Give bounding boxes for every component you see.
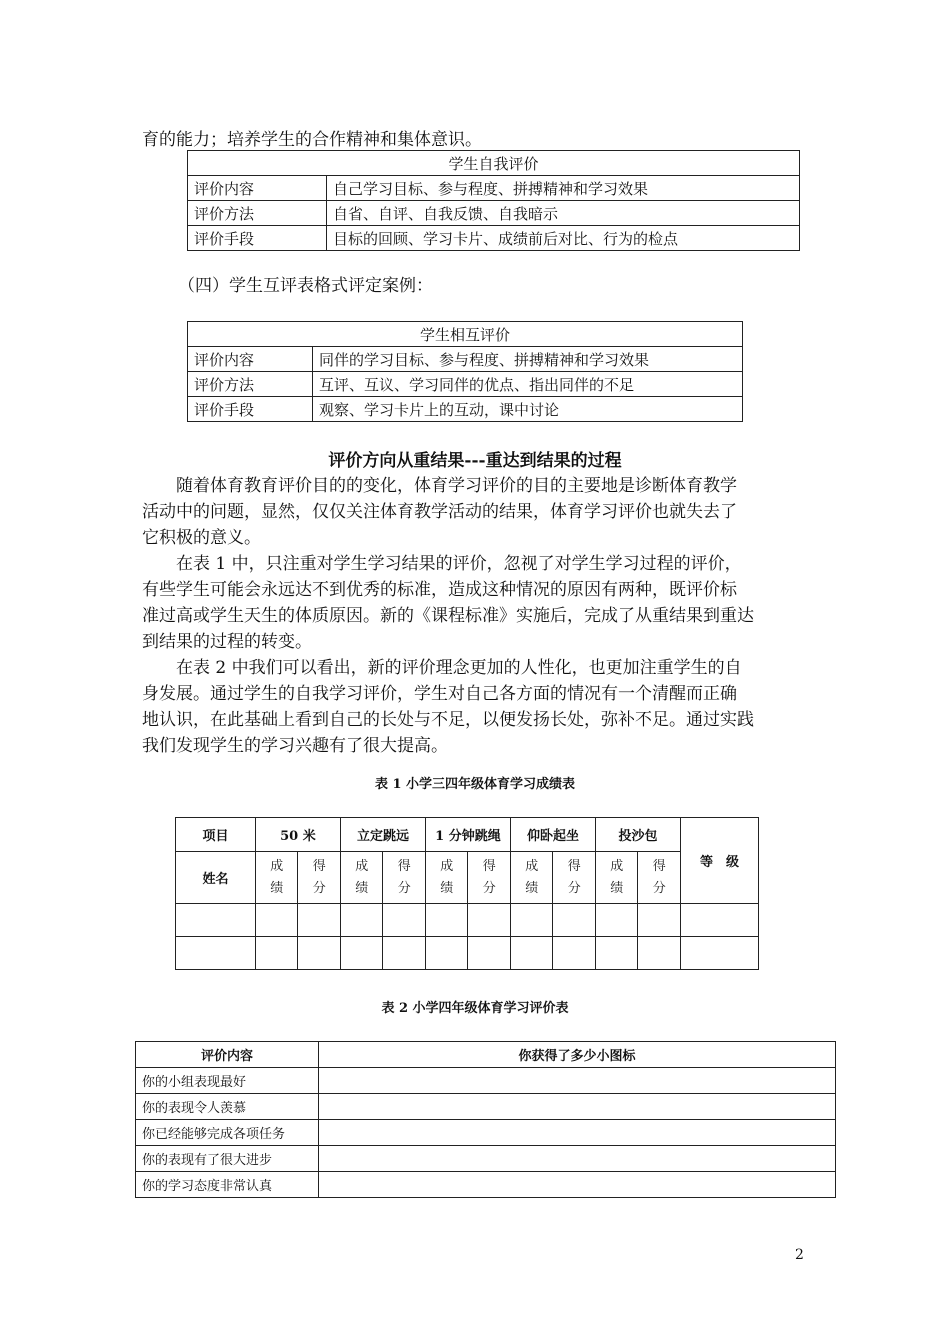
sub-char: 绩: [440, 880, 454, 896]
self-eval-row-label: 评价内容: [188, 176, 327, 201]
peer-eval-row-value: 互评、互议、学习同伴的优点、指出同伴的不足: [313, 372, 743, 397]
score-table: [175, 817, 759, 970]
table-row: [136, 1094, 836, 1120]
event-header: 50 米: [255, 818, 340, 852]
peer-eval-row-value: 同伴的学习目标、参与程度、拼搏精神和学习效果: [313, 347, 743, 372]
section-heading: 评价方向从重结果---重达到结果的过程: [328, 451, 622, 471]
event-header: 1 分钟跳绳: [425, 818, 510, 852]
section-four-heading: （四）学生互评表格式评定案例：: [178, 276, 433, 296]
text-line: 我们发现学生的学习兴趣有了很大提高。: [142, 736, 448, 756]
text-line: 地认识，在此基础上看到自己的长处与不足，以便发扬长处，弥补不足。通过实践: [142, 710, 754, 730]
self-eval-table: [187, 150, 800, 251]
sub-char: 绩: [610, 880, 624, 896]
body-text: [142, 473, 822, 759]
table-row: [136, 1172, 836, 1198]
table-row: [136, 1068, 836, 1094]
eval-item: 你的学习态度非常认真: [136, 1172, 319, 1198]
icon-count-cell: [319, 1172, 836, 1198]
self-eval-row-value: 自省、自评、自我反馈、自我暗示: [327, 201, 800, 226]
table-row: [176, 904, 759, 937]
eval-item: 你的表现有了很大进步: [136, 1146, 319, 1172]
table-row: [136, 1146, 836, 1172]
self-eval-row-label: 评价方法: [188, 201, 327, 226]
sub-char: 分: [567, 880, 581, 896]
text-line: 随着体育教育评价目的的变化，体育学习评价的目的主要地是诊断体育教学: [142, 476, 737, 496]
table-row: [176, 937, 759, 970]
grade-label: 等 级: [680, 818, 758, 904]
sub-char: 分: [312, 880, 326, 896]
sub-char: 成: [525, 858, 539, 874]
sub-char: 分: [482, 880, 496, 896]
self-eval-row-value: 目标的回顾、学习卡片、成绩前后对比、行为的检点: [327, 226, 800, 251]
paragraph-2: [142, 551, 822, 655]
event-header: 投沙包: [595, 818, 680, 852]
sub-char: 分: [652, 880, 666, 896]
sub-char: 得: [567, 858, 581, 874]
sub-char: 得: [312, 858, 326, 874]
text-line: 准过高或学生天生的体质原因。新的《课程标准》实施后，完成了从重结果到重达: [142, 606, 754, 626]
paragraph-3: [142, 655, 822, 759]
sub-char: 成: [440, 858, 454, 874]
self-eval-row-value: 自己学习目标、参与程度、拼搏精神和学习效果: [327, 176, 800, 201]
icon-count-cell: [319, 1068, 836, 1094]
eval-item: 你的小组表现最好: [136, 1068, 319, 1094]
icon-count-cell: [319, 1146, 836, 1172]
sub-char: 分: [397, 880, 411, 896]
score-subheader: [595, 852, 638, 904]
sub-char: 得: [397, 858, 411, 874]
sub-char: 成: [270, 858, 284, 874]
event-header: 仰卧起坐: [510, 818, 595, 852]
item-label: 项目: [176, 818, 256, 852]
peer-eval-row-label: 评价内容: [188, 347, 313, 372]
points-subheader: [638, 852, 681, 904]
sub-char: 得: [482, 858, 496, 874]
name-label: 姓名: [176, 852, 256, 904]
score-subheader: [425, 852, 468, 904]
eval-item: 你已经能够完成各项任务: [136, 1120, 319, 1146]
points-subheader: [468, 852, 511, 904]
table-row: [136, 1120, 836, 1146]
text-line: 有些学生可能会永远达不到优秀的标准，造成这种情况的原因有两种，既评价标: [142, 580, 737, 600]
paragraph-1: [142, 473, 822, 551]
peer-eval-row-label: 评价方法: [188, 372, 313, 397]
score-subheader: [255, 852, 298, 904]
icon-count-cell: [319, 1094, 836, 1120]
self-eval-row-label: 评价手段: [188, 226, 327, 251]
peer-eval-row-value: 观察、学习卡片上的互动，课中讨论: [313, 397, 743, 422]
score-subheader: [510, 852, 553, 904]
sub-char: 成: [355, 858, 369, 874]
text-line: 身发展。通过学生的自我学习评价，学生对自己各方面的情况有一个清醒而正确: [142, 684, 737, 704]
sub-char: 得: [652, 858, 666, 874]
event-header: 立定跳远: [340, 818, 425, 852]
peer-eval-title: 学生相互评价: [188, 322, 743, 347]
text-line: 在表 1 中，只注重对学生学习结果的评价，忽视了对学生学习过程的评价，: [142, 554, 742, 574]
points-subheader: [383, 852, 426, 904]
sub-char: 成: [610, 858, 624, 874]
text-line: 到结果的过程的转变。: [142, 632, 312, 652]
icon-count-header: 你获得了多少小图标: [319, 1042, 836, 1068]
top-line: 育的能力；培养学生的合作精神和集体意识。: [142, 130, 482, 150]
sub-char: 绩: [270, 880, 284, 896]
eval-item: 你的表现令人羡慕: [136, 1094, 319, 1120]
score-subheader: [340, 852, 383, 904]
sub-char: 绩: [525, 880, 539, 896]
page-number: 2: [795, 1247, 804, 1263]
peer-eval-table: [187, 321, 743, 422]
eval-content-header: 评价内容: [136, 1042, 319, 1068]
table1-caption: 表 1 小学三四年级体育学习成绩表: [374, 777, 576, 792]
evaluation-table: [135, 1041, 836, 1198]
text-line: 活动中的问题，显然，仅仅关注体育教学活动的结果，体育学习评价也就失去了: [142, 502, 737, 522]
text-line: 在表 2 中我们可以看出，新的评价理念更加的人性化，也更加注重学生的自: [142, 658, 742, 678]
table2-caption: 表 2 小学四年级体育学习评价表: [381, 1001, 569, 1016]
icon-count-cell: [319, 1120, 836, 1146]
sub-char: 绩: [355, 880, 369, 896]
text-line: 它积极的意义。: [142, 528, 261, 548]
peer-eval-row-label: 评价手段: [188, 397, 313, 422]
self-eval-title: 学生自我评价: [188, 151, 800, 176]
points-subheader: [553, 852, 596, 904]
points-subheader: [298, 852, 341, 904]
